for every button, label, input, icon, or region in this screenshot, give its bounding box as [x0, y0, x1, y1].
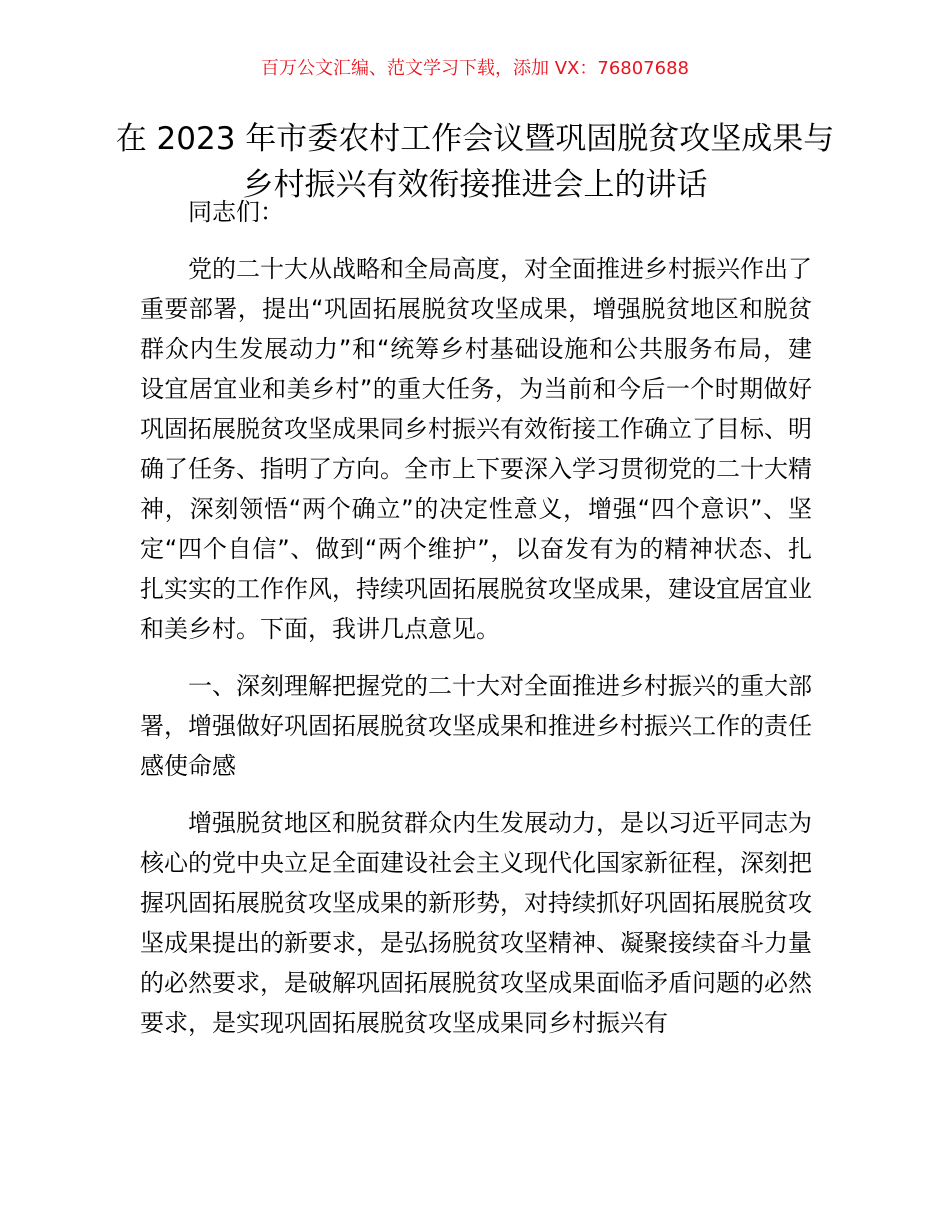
document-body — [140, 192, 812, 1043]
paragraph-section-one: 增强脱贫地区和脱贫群众内生发展动力，是以习近平同志为核心的党中央立足全面建设社会主义现代化国家新征程，深刻把握巩固拓展脱贫攻坚成果的新形势，对持续抓好巩固拓展脱贫攻坚成果提出的新要求，是弘扬脱贫攻坚精神、凝聚接续奋斗力量的必然要求，是破解巩固拓展脱贫攻坚成果面临矛盾问题的必然要求，是实现巩固拓展脱贫攻坚成果同乡村振兴有 — [140, 809, 812, 1037]
watermark-header: 百万公文汇编、范文学习下载，添加 VX：76807688 — [261, 58, 689, 79]
document-title: 在 2023 年市委农村工作会议暨巩固脱贫攻坚成果与乡村振兴有效衔接推进会上的讲话 — [115, 121, 835, 203]
paragraph-intro: 党的二十大从战略和全局高度，对全面推进乡村振兴作出了重要部署，提出“巩固拓展脱贫攻坚成果，增强脱贫地区和脱贫群众内生发展动力”和“统筹乡村基础设施和公共服务布局，建设宜居宜业和美乡村”的重大任务，为当前和今后一个时期做好巩固拓展脱贫攻坚成果同乡村振兴有效衔接工作确立了目标、明确了任务、指明了方向。全市上下要深入学习贯彻党的二十大精神，深刻领悟“两个确立”的决定性意义，增强“四个意识”、坚定“四个自信”、做到“两个维护”，以奋发有为的精神状态、扎扎实实的工作作风，持续巩固拓展脱贫攻坚成果，建设宜居宜业和美乡村。下面，我讲几点意见。 — [140, 255, 812, 643]
salutation: 同志们： — [188, 198, 284, 226]
section-heading-one: 一、深刻理解把握党的二十大对全面推进乡村振兴的重大部署，增强做好巩固拓展脱贫攻坚成果和推进乡村振兴工作的责任感使命感 — [140, 672, 812, 780]
